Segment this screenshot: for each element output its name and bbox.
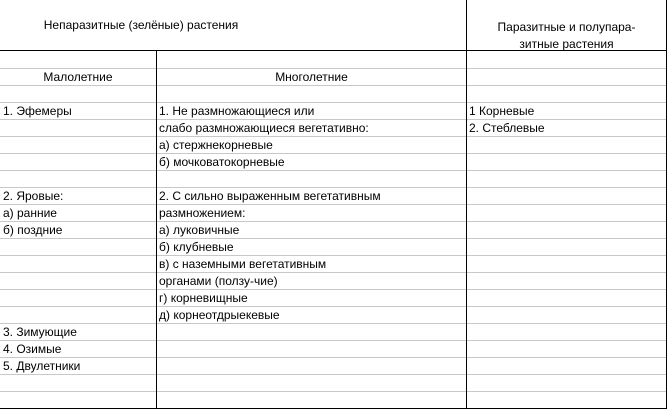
table-right-border (666, 0, 667, 409)
annual-item: 5. Двулетники (3, 359, 81, 373)
row-line (0, 306, 667, 307)
row-line (0, 357, 667, 358)
perennial-item: д) корнеотдрыекевые (159, 308, 280, 322)
row-line (0, 340, 667, 341)
header-annual: Малолетние (43, 70, 113, 84)
header-perennial: Многолетние (275, 70, 348, 84)
row-line (0, 289, 667, 290)
perennial-item: в) с наземными вегетативным (159, 257, 327, 271)
header-parasitic-line2: зитные растения (519, 37, 614, 51)
perennial-item: б) мочковатокорневые (159, 155, 285, 169)
header-parasitic-line1: Паразитные и полупара- (497, 20, 636, 34)
perennial-item: 2. С сильно выраженным вегетативным (159, 189, 381, 203)
row-line (0, 374, 667, 375)
row-line (0, 221, 667, 222)
column-divider-annual (156, 51, 157, 409)
row-line (0, 391, 667, 392)
perennial-item: слабо размножающиеся вегетативно: (159, 121, 369, 135)
annual-item: 4. Озимые (3, 342, 62, 356)
row-line (0, 102, 667, 103)
perennial-item: органами (ползу-чие) (159, 274, 278, 288)
perennial-item: 1. Не размножающиеся или (159, 104, 315, 118)
row-line (0, 255, 667, 256)
parasitic-item: 2. Стеблевые (469, 121, 545, 135)
perennial-item: а) стержнекорневые (159, 138, 273, 152)
annual-item: 1. Эфемеры (3, 104, 72, 118)
perennial-item: а) луковичные (159, 223, 240, 237)
parasitic-item: 1 Корневые (469, 104, 535, 118)
column-divider-parasitic (466, 0, 467, 409)
perennial-item: г) корневищные (159, 291, 248, 305)
row-line (0, 153, 667, 154)
table-bottom-border (0, 408, 667, 409)
row-line (0, 323, 667, 324)
annual-item: а) ранние (3, 206, 57, 220)
header-nonparasitic: Непаразитные (зелёные) растения (43, 18, 239, 32)
annual-item: 3. Зимующие (3, 325, 77, 339)
annual-item: 2. Яровые: (3, 189, 64, 203)
row-line (0, 170, 667, 171)
row-line (0, 238, 667, 239)
row-line (0, 272, 667, 273)
perennial-item: б) клубневые (159, 240, 234, 254)
perennial-item: размножением: (159, 206, 246, 220)
annual-item: б) поздние (3, 223, 63, 237)
